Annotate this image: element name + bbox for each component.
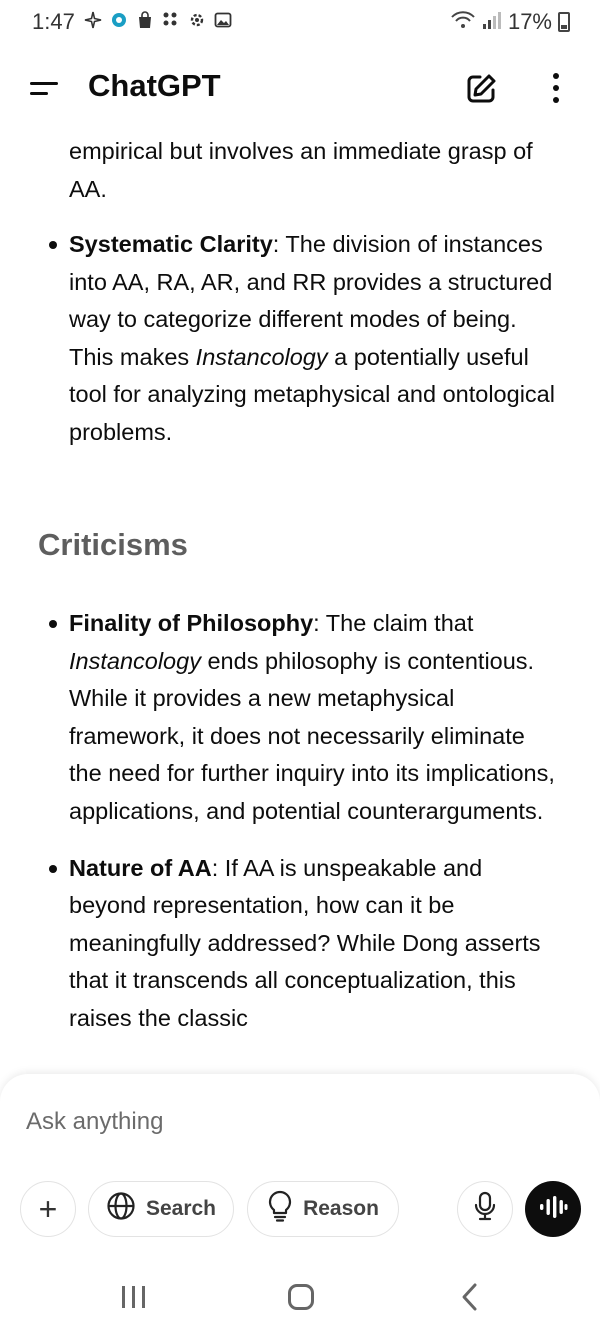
settings-icon: [188, 11, 206, 34]
partial-list-item: [69, 133, 549, 208]
list-item-term: Nature of AA: [69, 854, 212, 881]
voice-mode-icon: [538, 1195, 568, 1224]
list-item-term: Finality of Philosophy: [69, 610, 314, 636]
wifi-icon: [450, 10, 476, 35]
voice-mode-button[interactable]: [525, 1181, 581, 1237]
search-label: Search: [145, 1197, 217, 1220]
app-grid-icon: [162, 11, 180, 34]
status-bar: [0, 0, 600, 44]
list-item-text: : If AA is unspeakable and beyond representation, how can it be meaningfully addressed? While Dong asserts that it transcends all conceptualization, this raises the classic: [69, 854, 541, 1031]
status-right: [450, 9, 570, 35]
recent-apps-icon[interactable]: [120, 1284, 148, 1310]
criticisms-list: [0, 605, 600, 1038]
bullet-dot: [49, 620, 57, 628]
composer: [0, 1074, 600, 1264]
bullet-dot: [49, 241, 57, 249]
battery-icon: [558, 12, 570, 32]
battery-percentage: 17%: [507, 9, 552, 34]
list-item-term: Systematic Clarity: [69, 231, 273, 257]
bullet-dot: [49, 865, 57, 873]
globe-icon: [106, 1191, 136, 1227]
plus-icon: +: [38, 1190, 58, 1227]
edit-icon[interactable]: [464, 72, 498, 106]
list-item-text: : The division of instances into AA, RA, AR, and RR provides a structured way to categorize different modes of being. This makes: [69, 231, 553, 370]
microphone-button[interactable]: [457, 1181, 513, 1237]
list-item-text: a potentially useful tool for analyzing metaphysical and ontological problems.: [69, 343, 555, 445]
shopping-bag-icon: [136, 11, 154, 34]
reason-label: Reason: [303, 1197, 379, 1220]
section-heading: Criticisms: [38, 527, 188, 562]
list-item: [0, 850, 600, 1038]
list-item: [0, 605, 600, 831]
list-item-text: : The claim that: [313, 610, 474, 636]
chat-response: [0, 124, 600, 1074]
image-icon: [214, 11, 232, 34]
menu-icon[interactable]: [30, 78, 60, 102]
add-button[interactable]: [20, 1181, 76, 1237]
back-icon[interactable]: [458, 1282, 482, 1312]
home-icon[interactable]: [288, 1284, 314, 1310]
microphone-icon: [473, 1191, 497, 1227]
app-header: [0, 52, 600, 124]
chat-icon: [110, 11, 128, 34]
more-vertical-icon[interactable]: [548, 71, 564, 105]
list-item-italic: Instancology: [195, 343, 328, 370]
advantages-list: [0, 226, 600, 452]
app-title: ChatGPT: [88, 68, 221, 103]
list-item-text: ends philosophy is contentious. While it provides a new metaphysical framework, it does not necessarily eliminate the need for further inquiry into its implications, applications, and potential counterarguments.: [69, 647, 555, 824]
list-item: [0, 226, 600, 452]
sparkle-icon: [84, 11, 102, 34]
partial-item-text: empirical but involves an immediate grasp of AA.: [69, 138, 533, 202]
list-item-italic: Instancology: [69, 647, 201, 674]
lightbulb-icon: [267, 1190, 293, 1228]
system-nav-bar: [0, 1264, 600, 1333]
prompt-input[interactable]: [26, 1102, 566, 1142]
reason-button[interactable]: [247, 1181, 399, 1237]
signal-icon: [482, 10, 502, 35]
notification-icons: [84, 11, 232, 34]
search-button[interactable]: [88, 1181, 234, 1237]
status-time: 1:47: [32, 9, 75, 34]
